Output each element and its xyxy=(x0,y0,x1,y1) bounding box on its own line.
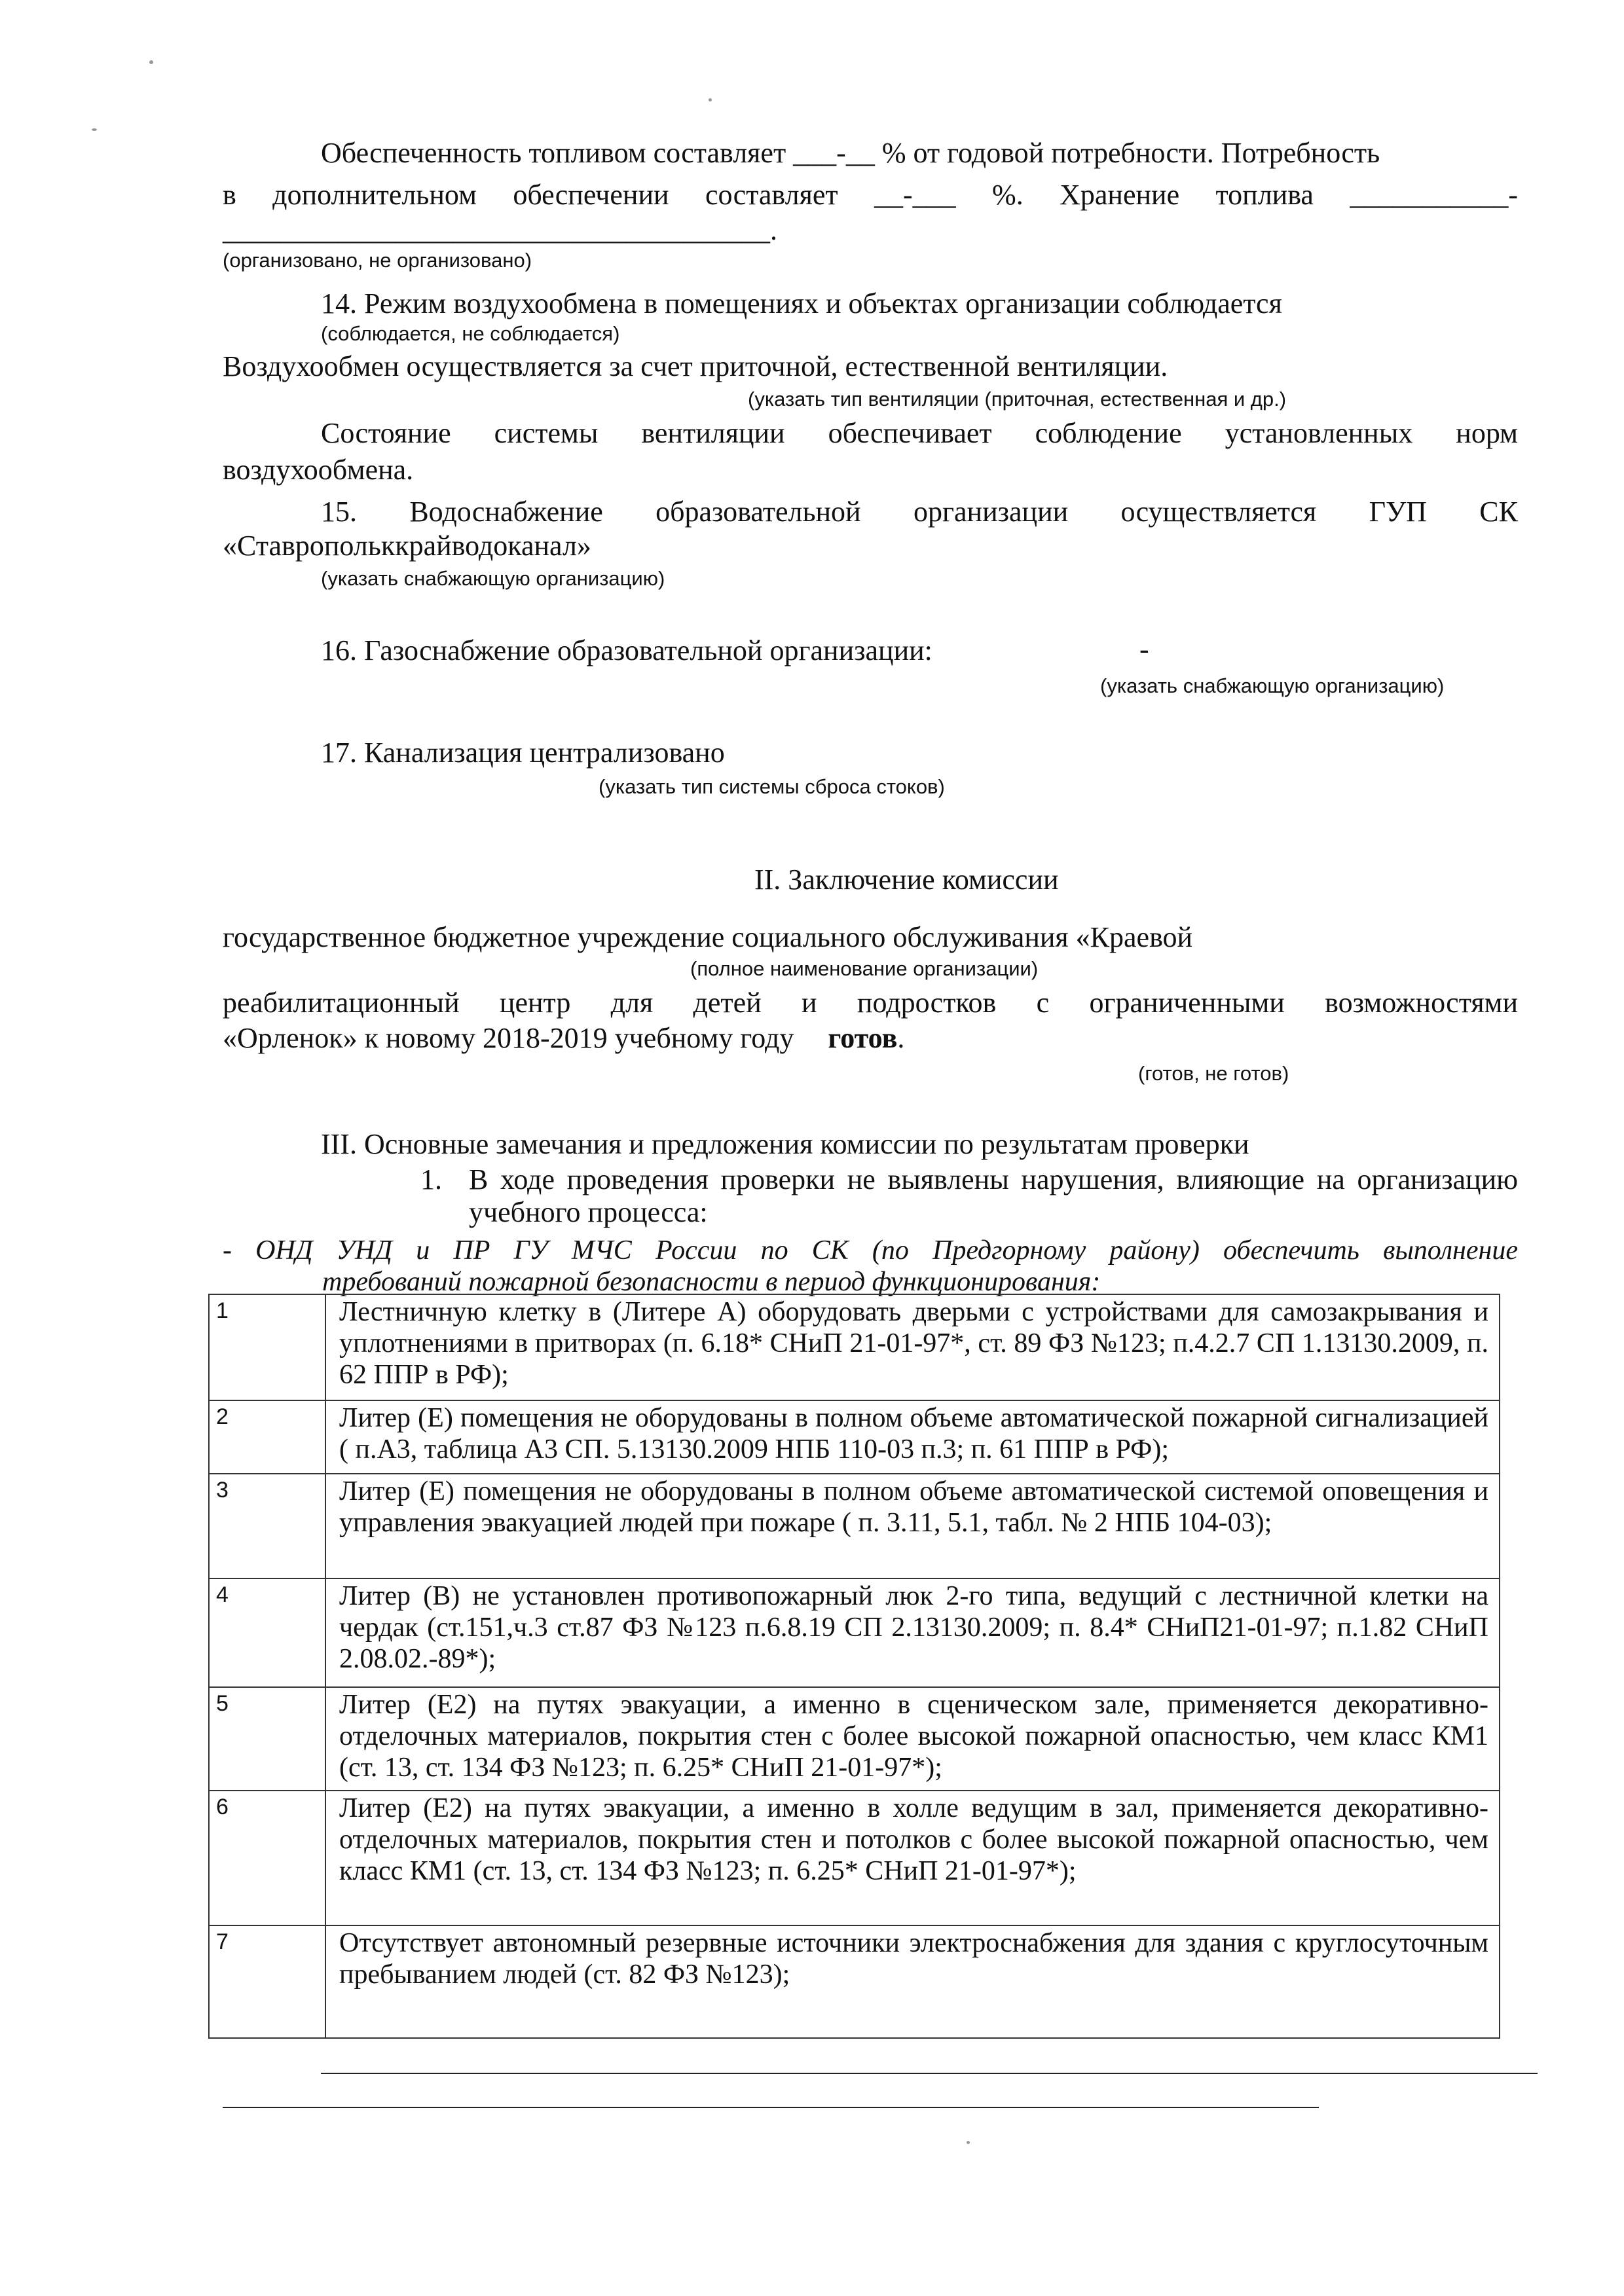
item-15-line-1: 15. Водоснабжение образовательной организации осуществляется ГУП СК xyxy=(321,496,1518,528)
readiness-status: готов xyxy=(828,1022,898,1054)
remark-number: 7 xyxy=(209,1925,325,2038)
ventilation-state-line-1: Состояние системы вентиляции обеспечивает соблюдение установленных норм xyxy=(321,417,1518,449)
item-14-text: 14. Режим воздухообмена в помещениях и объектах организации соблюдается xyxy=(321,287,1282,319)
ventilation-text: Воздухообмен осуществляется за счет приточной, естественной вентиляции. xyxy=(223,350,1168,382)
remark-text: Литер (В) не установлен противопожарный люк 2-го типа, ведущий с лестничной клетки на чердак (ст.151,ч.3 ст.87 ФЗ №123 п.6.8.19 СП 2.13130.2009; п. 8.4* СНиП21-01-97; п.1.82 СНиП 2.08.02.-89*); xyxy=(325,1578,1500,1687)
scan-speck xyxy=(967,2141,970,2144)
remark-text: Лестничную клетку в (Литере А) оборудовать дверьми с устройствами для самозакрывания и уплотнениями в притворах (п. 6.18* СНиП 21-01-97*, ст. 89 ФЗ №123; п.4.2.7 СП 1.13130.2009, п. 62 ППР в РФ); xyxy=(325,1294,1500,1400)
readiness-status-end: . xyxy=(897,1022,905,1054)
section-3-heading: III. Основные замечания и предложения комиссии по результатам проверки xyxy=(321,1128,1249,1160)
section-3-point-line-1: В ходе проведения проверки не выявлены нарушения, влияющие на организацию xyxy=(469,1163,1518,1195)
table-row xyxy=(209,1687,1500,1791)
item-16-hint: (указать снабжающую организацию) xyxy=(1100,674,1445,697)
remark-text: Литер (Е2) на путях эвакуации, а именно в холле ведущим в зал, применяется декоративно-отделочных материалов, покрытия стен и потолков с более высокой пожарной опасностью, чем класс КМ1 (ст. 13, ст. 134 ФЗ №123; п. 6.25* СНиП 21-01-97*); xyxy=(325,1791,1500,1925)
blank-rule xyxy=(321,2073,1538,2074)
item-17-text: 17. Канализация централизовано xyxy=(321,737,725,769)
item-17-hint: (указать тип системы сброса стоков) xyxy=(599,775,945,798)
fuel-line-2: в дополнительном обеспечении составляет __-___ %. Хранение топлива ___________- xyxy=(223,179,1518,211)
item-16-value: - xyxy=(1139,633,1149,665)
remark-text: Литер (Е2) на путях эвакуации, а именно в сценическом зале, применяется декоративно-отделочных материалов, покрытия стен с более высокой пожарной опасностью, чем класс КМ1 (ст. 13, ст. 134 ФЗ №123; п. 6.25* СНиП 21-01-97*); xyxy=(325,1687,1500,1791)
remark-number: 4 xyxy=(209,1578,325,1687)
ventilation-hint: (указать тип вентиляции (приточная, естественная и др.) xyxy=(748,388,1287,410)
scan-speck xyxy=(92,128,97,131)
section-3-point-number: 1. xyxy=(420,1163,442,1195)
item-14-hint: (соблюдается, не соблюдается) xyxy=(321,322,620,345)
item-15-line-2: «Ставропольккрайводоканал» xyxy=(223,530,591,562)
table-row xyxy=(209,1294,1500,1400)
scan-speck xyxy=(149,60,153,64)
org-name-line-2: реабилитационный центр для детей и подростков с ограниченными возможностями xyxy=(223,987,1518,1019)
org-name-line-1: государственное бюджетное учреждение социального обслуживания «Краевой xyxy=(223,921,1193,953)
ventilation-state-line-2: воздухообмена. xyxy=(223,454,414,486)
org-name-line-3 xyxy=(223,1021,904,1055)
remark-text: Литер (Е) помещения не оборудованы в полном объеме автоматической пожарной сигнализацией ( п.А3, таблица А3 СП. 5.13130.2009 НПБ 110-03 п.3; п. 61 ППР в РФ); xyxy=(325,1400,1500,1474)
remark-number: 2 xyxy=(209,1400,325,1474)
remark-number: 3 xyxy=(209,1474,325,1578)
section-2-heading: II. Заключение комиссии xyxy=(754,864,1059,896)
item-15-hint: (указать снабжающую организацию) xyxy=(321,567,665,590)
table-row xyxy=(209,1400,1500,1474)
remark-text: Литер (Е) помещения не оборудованы в полном объеме автоматической системой оповещения и управления эвакуацией людей при пожаре ( п. 3.11, 5.1, табл. № 2 НПБ 104-03); xyxy=(325,1474,1500,1578)
section-3-italic-line-1: - ОНД УНД и ПР ГУ МЧС России по СК (по Предгорному району) обеспечить выполнение xyxy=(223,1235,1518,1266)
section-3-point-line-2: учебного процесса: xyxy=(469,1196,708,1228)
table-row xyxy=(209,1791,1500,1925)
org-name-line-3-text: «Орленок» к новому 2018-2019 учебному году xyxy=(223,1022,794,1054)
remark-number: 5 xyxy=(209,1687,325,1791)
fuel-line-3: ______________________________________. xyxy=(223,214,777,246)
remark-number: 1 xyxy=(209,1294,325,1400)
table-row xyxy=(209,1578,1500,1687)
remarks-table xyxy=(208,1294,1500,2039)
fuel-hint: (организовано, не организовано) xyxy=(223,249,532,272)
org-name-hint: (полное наименование организации) xyxy=(690,957,1039,980)
fuel-line-1: Обеспеченность топливом составляет ___-__ % от годовой потребности. Потребность xyxy=(321,137,1380,169)
section-3-italic-line-2: требований пожарной безопасности в период функционирования: xyxy=(322,1267,1101,1297)
blank-rule xyxy=(223,2107,1319,2108)
table-row xyxy=(209,1474,1500,1578)
readiness-hint: (готов, не готов) xyxy=(1138,1062,1289,1085)
remark-text: Отсутствует автономный резервные источники электроснабжения для здания с круглосуточным пребыванием людей (ст. 82 ФЗ №123); xyxy=(325,1925,1500,2038)
remark-number: 6 xyxy=(209,1791,325,1925)
scan-speck xyxy=(709,98,712,101)
item-16-text: 16. Газоснабжение образовательной организации: xyxy=(321,634,932,666)
table-row xyxy=(209,1925,1500,2038)
